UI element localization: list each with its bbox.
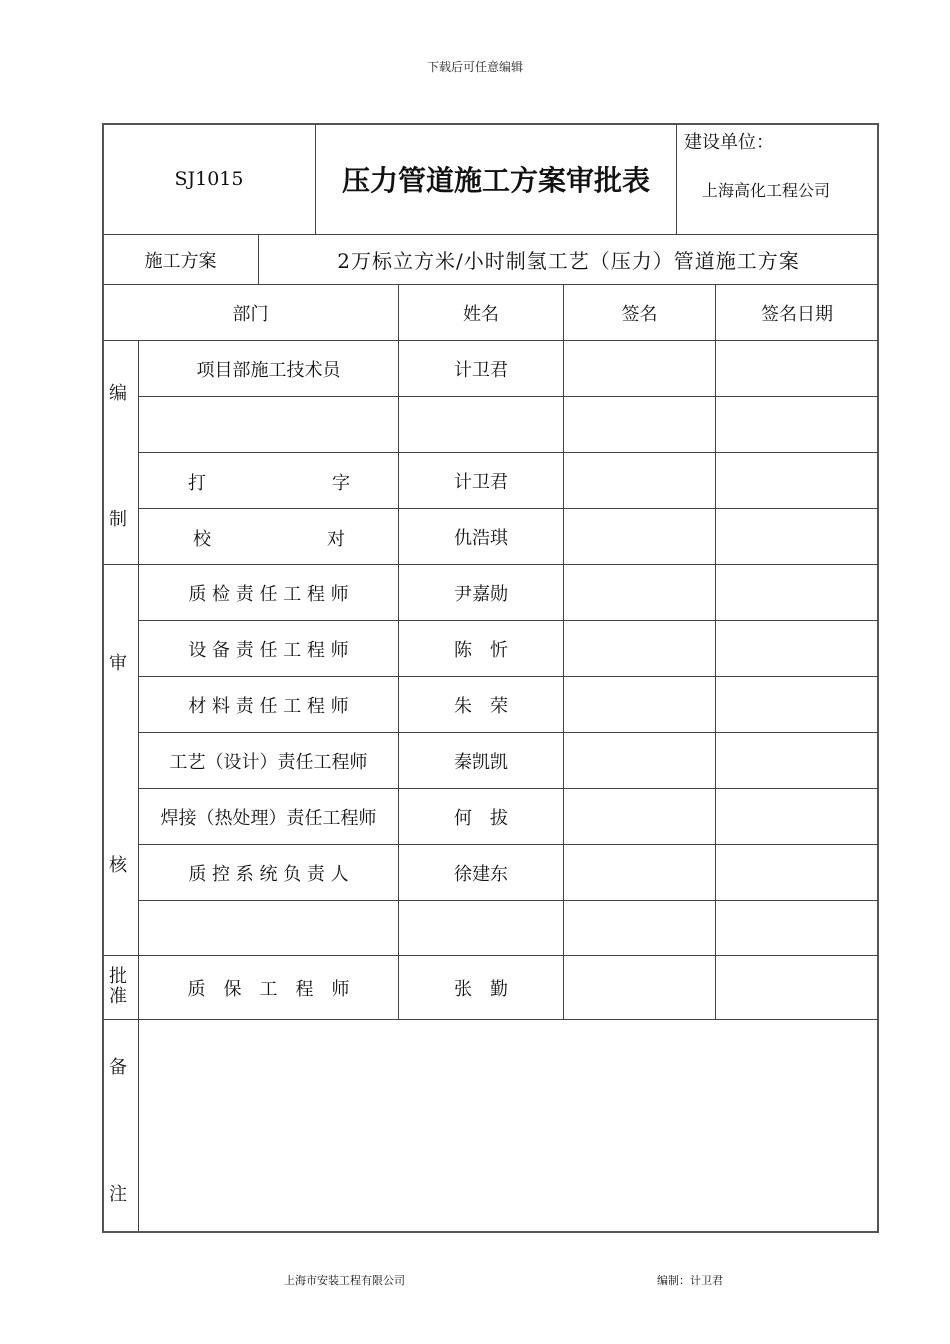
column-header-sign-date: 签名日期	[761, 303, 833, 325]
section-label-approve: 批	[109, 966, 127, 987]
row-role: 质 控 系 统 负 责 人	[188, 863, 349, 885]
form-title: 压力管道施工方案审批表	[341, 164, 650, 197]
row-name: 尹嘉勋	[454, 583, 508, 605]
plan-value: 2万标立方米/小时制氢工艺（压力）管道施工方案	[337, 249, 800, 273]
section-label-review: 核	[109, 855, 127, 876]
construction-unit-label: 建设单位：	[684, 132, 774, 153]
row-role: 工艺（设计）责任工程师	[169, 751, 368, 773]
watermark-text: 下载后可任意编辑	[426, 60, 523, 74]
section-label-compile: 制	[109, 509, 127, 530]
column-header-dept: 部门	[232, 303, 269, 325]
section-label-remark: 注	[109, 1184, 127, 1205]
section-label-review: 审	[109, 653, 127, 674]
section-label-approve: 准	[109, 986, 127, 1007]
remarks-area[interactable]	[139, 1020, 878, 1231]
row-name: 徐建东	[454, 863, 508, 885]
row-name: 计卫君	[454, 471, 508, 493]
section-label-remark: 备	[109, 1057, 127, 1078]
row-role	[139, 397, 398, 452]
row-name: 朱 荣	[454, 695, 508, 717]
row-name: 张 勤	[454, 978, 508, 1000]
row-name: 计卫君	[454, 359, 508, 381]
footer-company: 上海市安装工程有限公司	[284, 1274, 405, 1287]
row-name: 仇浩琪	[454, 527, 508, 549]
row-name: 秦凯凯	[454, 751, 508, 773]
row-role: 打	[188, 473, 206, 494]
row-role: 材 料 责 任 工 程 师	[188, 695, 349, 717]
row-role: 焊接（热处理）责任工程师	[160, 807, 377, 829]
row-role: 质 保 工 程 师	[187, 978, 350, 1000]
column-header-name: 姓名	[463, 303, 499, 325]
row-role	[139, 901, 398, 955]
row-role: 字	[332, 473, 350, 494]
construction-unit-name: 上海高化工程公司	[702, 181, 831, 200]
form-code: SJ1015	[174, 168, 244, 190]
row-role: 校	[193, 529, 211, 550]
divider	[676, 124, 677, 234]
section-label-compile: 编	[109, 383, 127, 404]
plan-label: 施工方案	[144, 250, 217, 272]
signature-column-area[interactable]	[564, 341, 715, 955]
row-name: 陈 忻	[454, 639, 508, 661]
row-name	[399, 901, 563, 955]
column-header-signature: 签名	[621, 303, 658, 325]
row-role: 设 备 责 任 工 程 师	[188, 639, 349, 661]
row-role: 项目部施工技术员	[196, 359, 341, 381]
footer-editor: 编制：计卫君	[657, 1274, 723, 1287]
sign-date-column-area[interactable]	[716, 341, 878, 955]
row-role: 对	[327, 529, 345, 550]
row-name: 何 拔	[454, 807, 508, 829]
row-role: 质 检 责 任 工 程 师	[188, 583, 349, 605]
row-name	[399, 397, 563, 452]
